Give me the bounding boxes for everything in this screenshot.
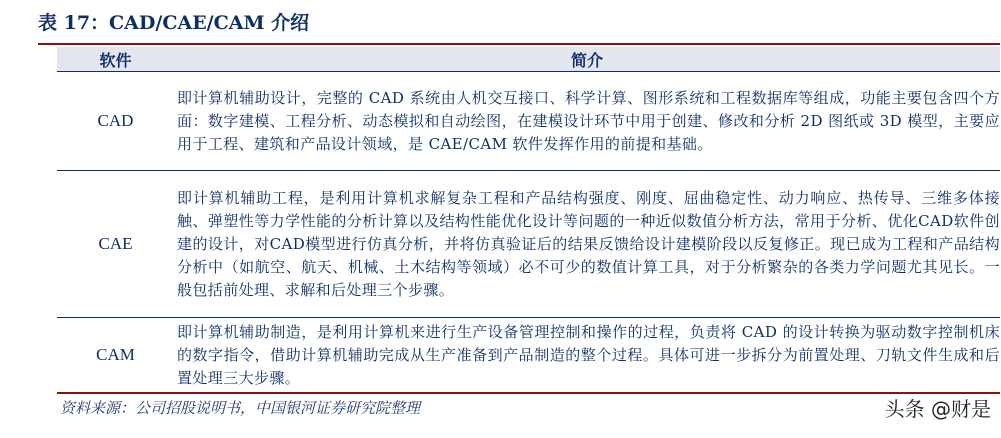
software-desc: 即计算机辅助制造，是利用计算机来进行生产设备管理控制和操作的过程，负责将 CAD 的设计转换为驱动数字控制机床的数字指令，借助计算机辅助完成从生产准备到产品制造的整个过程。具体可进一步拆分为前置处理、刀轨文件生成和后置处理三大步骤。 [177,322,1000,387]
header-software: 软件 [99,50,132,70]
table-row [57,171,1000,318]
source-note: 资料来源：公司招股说明书，中国银河证券研究院整理 [60,399,421,417]
watermark: 头条 @财是 [884,397,991,421]
software-name: CAE [98,234,133,253]
table-title: 表 17：CAD/CAE/CAM 介绍 [38,12,310,34]
table-row [57,318,1000,394]
intro-table [57,47,1000,394]
table-row [57,72,1000,171]
software-desc: 即计算机辅助工程，是利用计算机求解复杂工程和产品结构强度、刚度、屈曲稳定性、动力响应、热传导、三维多体接触、弹塑性等力学性能的分析计算以及结构性能优化设计等问题的一种近似数值分析方法，常用于分析、优化CAD软件创建的设计，对CAD模型进行仿真分析，并将仿真验证后的结果反馈给设计建模阶段以反复修正。现已成为工程和产品结构分析中（如航空、航天、机械、土木结构等领域）必不可少的数值计算工具，对于分析繁杂的各类力学问题尤其见长。一般包括前处理、求解和后处理三个步骤。 [177,188,1000,299]
software-name: CAM [96,345,135,364]
header-intro: 简介 [570,50,603,70]
software-desc: 即计算机辅助设计，完整的 CAD 系统由人机交互接口、科学计算、图形系统和工程数据库等组成，功能主要包含四个方面：数字建模、工程分析、动态模拟和自动绘图，在建模设计环节中用于创建、修改和分析 2D 图纸或 3D 模型，主要应用于工程、建筑和产品设计领域，是 CAE/CAM 软件发挥作用的前提和基础。 [177,88,1000,153]
top-rule [38,43,1000,45]
software-name: CAD [97,111,134,130]
table-header-row [57,47,1000,72]
